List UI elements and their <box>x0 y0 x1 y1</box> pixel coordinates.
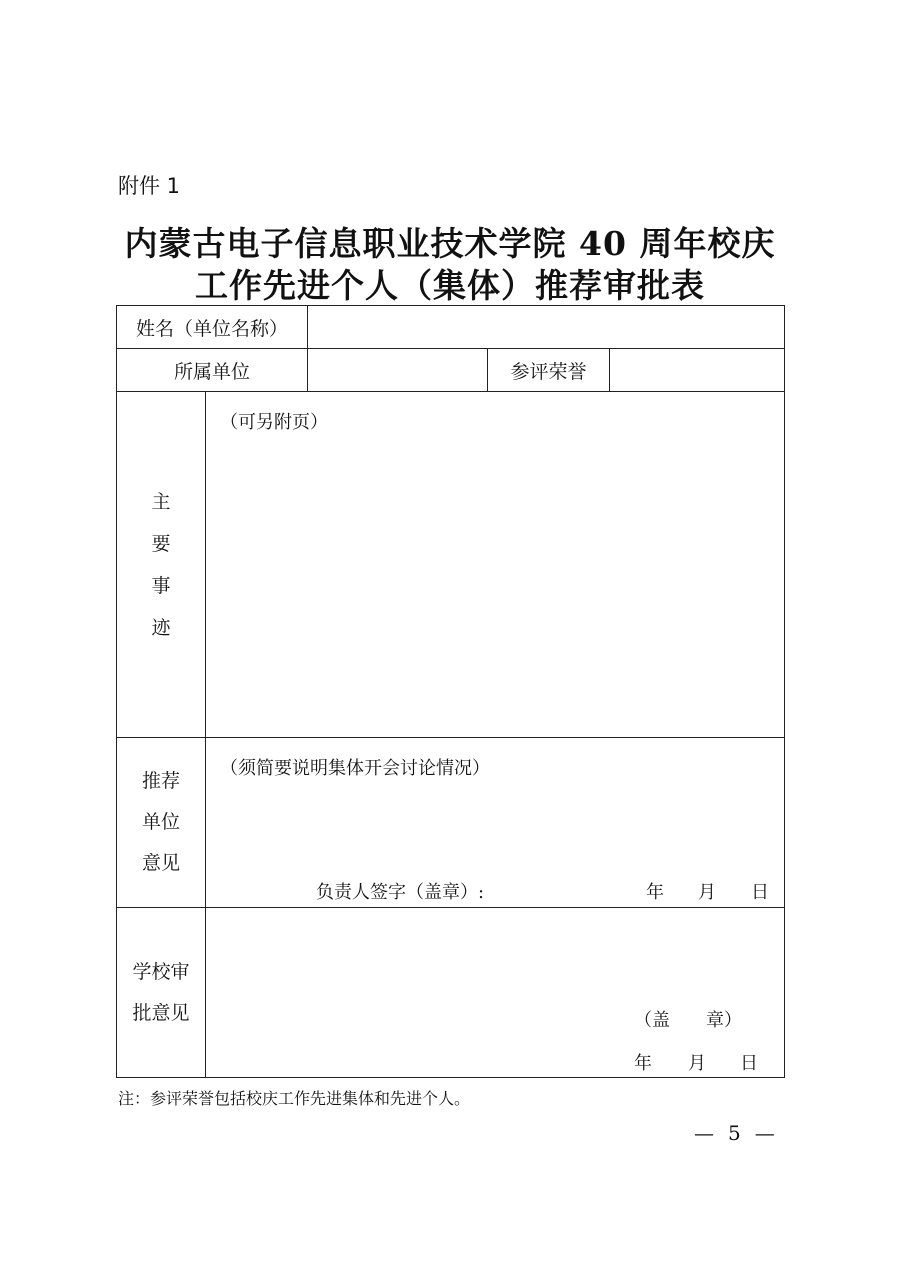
honor-input-cell[interactable] <box>610 349 785 392</box>
school-year: 年 <box>634 1053 652 1074</box>
form-title-line2: 工作先进个人（集体）推荐审批表 <box>195 266 705 305</box>
deeds-label-char: 主 <box>151 490 171 513</box>
school-label-line: 学校审 <box>132 960 190 983</box>
school-row <box>117 908 785 1078</box>
name-row <box>117 306 785 349</box>
recommendation-form-table <box>116 305 785 1078</box>
page-number-value: 5 <box>728 1121 741 1145</box>
attachment-label: 附件 1 <box>118 174 181 198</box>
unit-input-cell[interactable] <box>308 349 488 392</box>
recommend-sign-label: 负责人签字（盖章）: <box>316 882 485 903</box>
form-title-line1: 内蒙古电子信息职业技术学院 40 周年校庆 <box>124 224 776 263</box>
recommend-hint: （须简要说明集体开会讨论情况） <box>220 758 490 779</box>
school-month: 月 <box>688 1053 706 1074</box>
deeds-label-char: 要 <box>151 532 171 555</box>
deeds-label <box>117 392 206 738</box>
recommend-row <box>117 738 785 908</box>
deeds-input-cell[interactable] <box>206 392 785 738</box>
deeds-label-char: 迹 <box>151 616 171 639</box>
school-day: 日 <box>740 1053 758 1074</box>
unit-row <box>117 349 785 392</box>
recommend-label <box>117 738 206 908</box>
recommend-label-line: 意见 <box>141 852 180 874</box>
honor-label: 参评荣誉 <box>488 349 610 392</box>
deeds-hint: （可另附页） <box>220 412 328 433</box>
deeds-label-char: 事 <box>151 574 171 597</box>
school-seal-label: （盖 章） <box>634 1010 742 1031</box>
recommend-day: 日 <box>751 882 769 903</box>
recommend-input-cell[interactable] <box>206 738 785 908</box>
school-label <box>117 908 206 1078</box>
deeds-row <box>117 392 785 738</box>
recommend-label-line: 单位 <box>141 811 180 833</box>
footnote: 注：参评荣誉包括校庆工作先进集体和先进个人。 <box>118 1089 471 1108</box>
recommend-year: 年 <box>646 882 664 903</box>
school-label-line: 批意见 <box>132 1001 190 1024</box>
recommend-label-line: 推荐 <box>141 770 180 792</box>
page-dash-left: — <box>694 1121 714 1145</box>
name-input-cell[interactable] <box>308 306 785 349</box>
recommend-month: 月 <box>698 882 716 903</box>
school-input-cell[interactable] <box>206 908 785 1078</box>
unit-label: 所属单位 <box>117 349 308 392</box>
name-label: 姓名（单位名称） <box>117 306 308 349</box>
page-dash-right: — <box>754 1121 775 1145</box>
page-number <box>694 1121 775 1145</box>
